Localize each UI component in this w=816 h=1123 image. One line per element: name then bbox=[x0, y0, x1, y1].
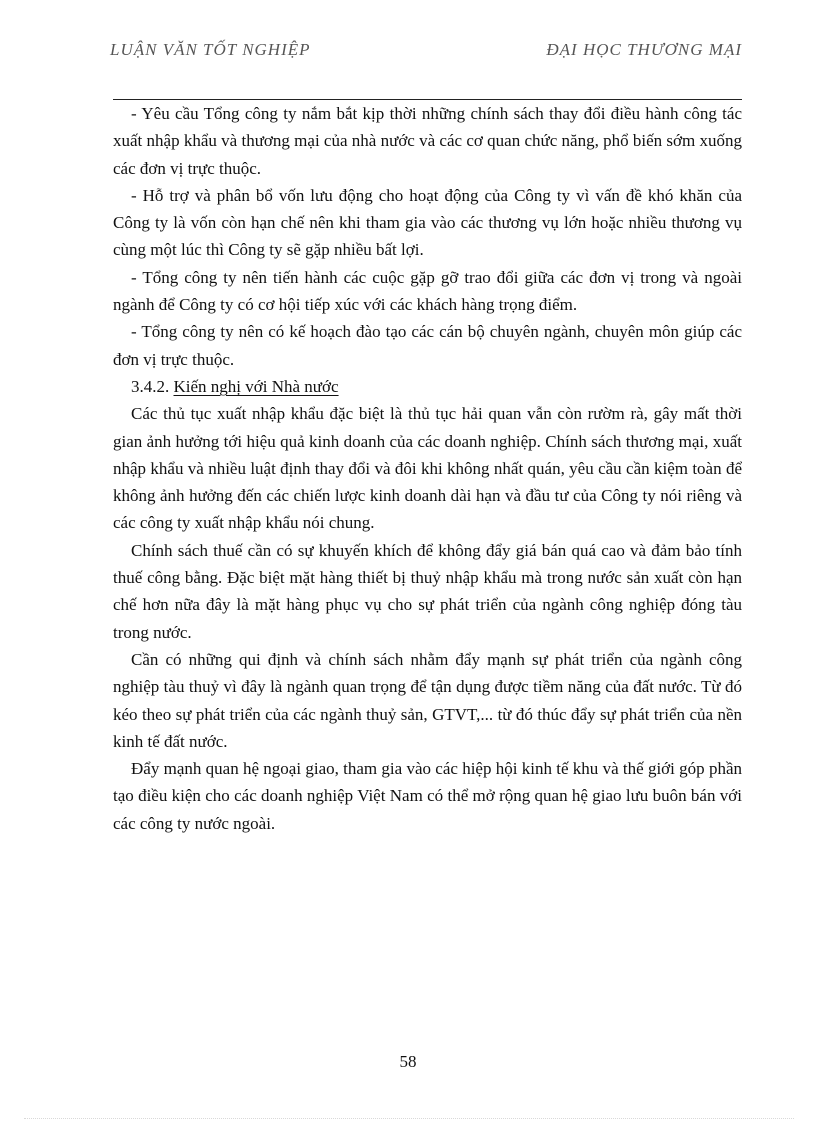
page-number: 58 bbox=[399, 1052, 417, 1071]
header-university-name: ĐẠI HỌC THƯƠNG MẠI bbox=[546, 40, 742, 59]
paragraph-meetings: - Tổng công ty nên tiến hành các cuộc gặp gỡ trao đổi giữa các đơn vị trong và ngoài ngành để Công ty có cơ hội tiếp xúc với các khách hàng trọng điểm. bbox=[113, 267, 742, 315]
section-heading bbox=[113, 373, 742, 400]
paragraph-tax-policy: Chính sách thuế cần có sự khuyến khích để không đẩy giá bán quá cao và đảm bảo tính thuế công bằng. Đặc biệt mặt hàng thiết bị thuỷ nhập khẩu mà trong nước sản xuất còn hạn chế hơn nữa đây là mặt hàng phục vụ cho sự phát triển của ngành công nghiệp đóng tàu trong nước. bbox=[113, 540, 742, 642]
paragraph-foreign-relations: Đẩy mạnh quan hệ ngoại giao, tham gia vào các hiệp hội kinh tế khu và thế giới góp phần tạo điều kiện cho các doanh nghiệp Việt Nam có thể mở rộng quan hệ giao lưu buôn bán với các công ty nước ngoài. bbox=[113, 759, 742, 833]
header-thesis-title: LUẬN VĂN TỐT NGHIỆP bbox=[110, 40, 311, 59]
page-body bbox=[113, 100, 742, 837]
page-bottom-border bbox=[24, 1118, 794, 1119]
section-title: Kiến nghị với Nhà nước bbox=[173, 376, 339, 396]
paragraph-request-policy-updates: - Yêu cầu Tổng công ty nắm bắt kịp thời những chính sách thay đổi điều hành công tác xuất nhập khẩu và thương mại của nhà nước và các cơ quan chức năng, phổ biến sớm xuống các đơn vị trực thuộc. bbox=[113, 104, 742, 178]
paragraph-customs-procedures: Các thủ tục xuất nhập khẩu đặc biệt là thủ tục hải quan vẫn còn rườm rà, gây mất thời gian ảnh hưởng tới hiệu quả kinh doanh của các doanh nghiệp. Chính sách thương mại, xuất nhập khẩu và nhiều luật định thay đổi và đôi khi không nhất quán, yêu cầu cần kiệm toàn để không ảnh hưởng đến các chiến lược kinh doanh dài hạn và đầu tư của Công ty nói riêng và các công ty xuất nhập khẩu nói chung. bbox=[113, 404, 742, 533]
running-header bbox=[110, 36, 742, 66]
paragraph-capital-support: - Hỗ trợ và phân bổ vốn lưu động cho hoạt động của Công ty vì vấn đề khó khăn của Công ty là vốn còn hạn chế nên khi tham gia vào các thương vụ lớn hoặc nhiều thương vụ cùng một lúc thì Công ty sẽ gặp nhiều bất lợi. bbox=[113, 185, 742, 260]
paragraph-shipbuilding-industry: Cần có những qui định và chính sách nhằm đẩy mạnh sự phát triển của ngành công nghiệp tàu thuỷ vì đây là ngành quan trọng để tận dụng được tiềm năng của đất nước. Từ đó kéo theo sự phát triển của các ngành thuỷ sản, GTVT,... từ đó thúc đẩy sự phát triển của nền kinh tế đất nước. bbox=[113, 649, 742, 751]
section-number: 3.4.2. bbox=[131, 376, 170, 396]
paragraph-training: - Tổng công ty nên có kế hoạch đào tạo các cán bộ chuyên ngành, chuyên môn giúp các đơn vị trực thuộc. bbox=[113, 322, 742, 369]
